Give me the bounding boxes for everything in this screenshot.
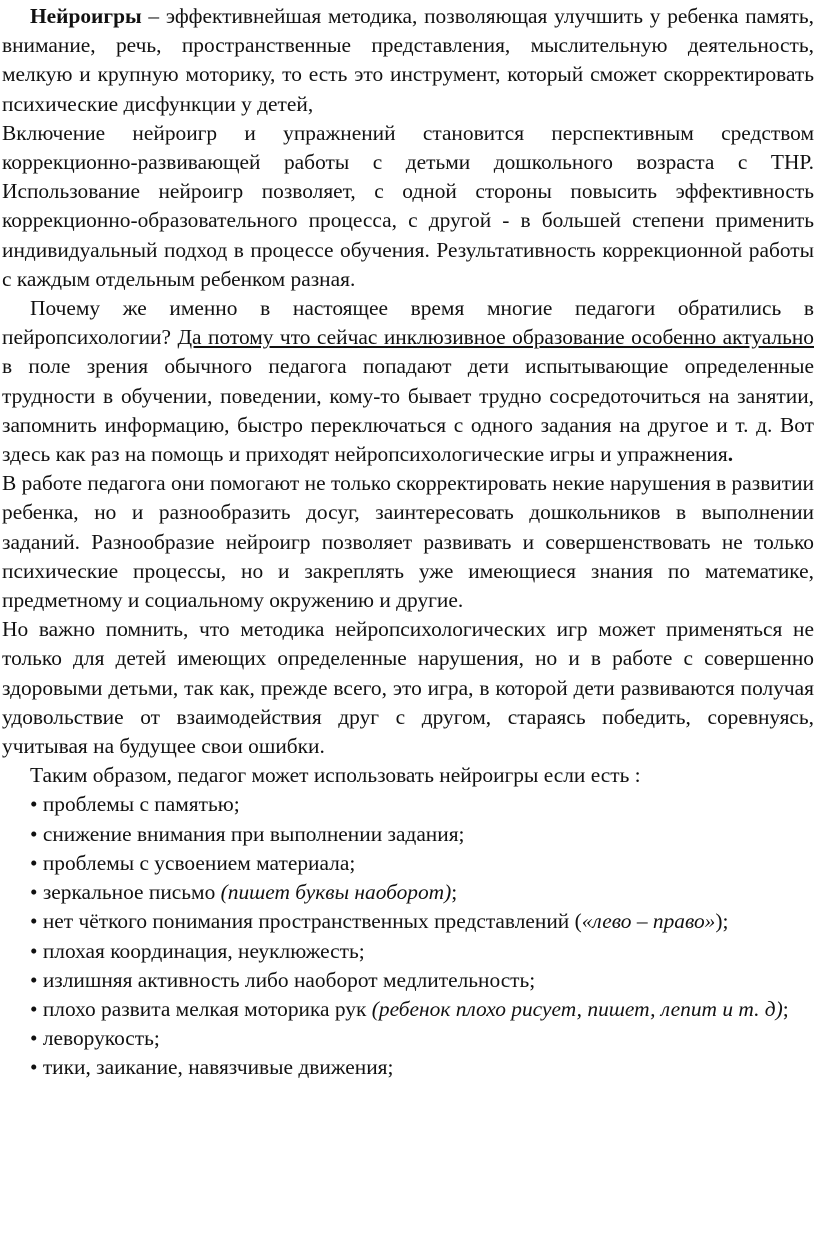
list-item (2, 907, 814, 936)
list-item: • снижение внимания при выполнении задания; (30, 821, 465, 846)
list-item: • проблемы с памятью; (30, 792, 240, 817)
paragraph-3-question: Почему же именно в настоящее время многие педагоги обратились в пейропсихологии? (2, 296, 814, 350)
list-item: • леворукость; (30, 1026, 160, 1051)
paragraph-3-end: . (727, 442, 734, 467)
list-item (2, 878, 814, 907)
paragraph-2: Включение нейроигр и упражнений становится перспективным средством коррекционно-развивающей работы с детьми дошкольного возраста с ТНР. Использование нейроигр позволяет, с одной стороны повысить эффективность коррекционно-образовательного процесса, с другой - в большей степени применить индивидуальный подход в процессе обучения. Результативность коррекционной работы с каждым отдельным ребенком разная. (2, 120, 814, 291)
symptom-list (2, 790, 814, 1082)
list-item: • тики, заикание, навязчивые движения; (30, 1055, 394, 1080)
intro-text: – эффективнейшая методика, позволяющая улучшить у ребенка память, внимание, речь, пространственные представления, мыслительную деятельность, мелкую и крупную моторику, то есть это инструмент, который сможет скорректировать психические дисфункции у детей, (2, 4, 814, 116)
list-item-text: • нет чёткого понимания пространственных представлений ( (30, 909, 582, 934)
list-item-end: ); (715, 909, 729, 934)
list-intro: Таким образом, педагог может использовать нейроигры если есть : (30, 763, 641, 788)
list-item-text: • плохо развита мелкая моторика рук (30, 996, 372, 1021)
paragraph-4: В работе педагога они помогают не только скорректировать некие нарушения в развитии ребенка, но и разнообразить досуг, заинтересовать дошкольников в выполнении заданий. Разнообразие нейроигр позволяет развивать и совершенствовать не только психические процессы, но и закреплять уже имеющиеся знания по математике, предметному и социальному окружению и другие. (2, 471, 814, 613)
list-item: • плохая координация, неуклюжесть; (30, 938, 365, 963)
list-item-text: • зеркальное письмо (30, 880, 221, 905)
list-item-end: ; (451, 880, 458, 905)
paragraph-5: Но важно помнить, что методика нейропсихологических игр может применяться не только для детей имеющих определенные нарушения, но и в работе с совершенно здоровыми детьми, так как, прежде всего, это игра, в которой дети развиваются получая удовольствие от взаимодействия друг с другом, стараясь победить, соревнуясь, учитывая на будущее свои ошибки. (2, 617, 814, 759)
list-item: • излишняя активность либо наоборот медлительность; (30, 967, 536, 992)
list-item (2, 995, 814, 1024)
list-item: • проблемы с усвоением материала; (30, 850, 356, 875)
list-item-italic: (ребенок плохо рисует, пишет, лепит и т. д) (371, 996, 783, 1021)
paragraph-3-underlined: Да потому что сейчас инклюзивное образование особенно актуально (177, 325, 814, 350)
list-item-end: ; (782, 996, 789, 1021)
list-item-italic: (пишет буквы наоборот) (220, 880, 452, 905)
paragraph-3 (2, 294, 814, 469)
intro-term: Нейроигры (30, 4, 142, 28)
paragraph-3-rest: в поле зрения обычного педагога попадают дети испытывающие определенные трудности в обучении, поведении, кому-то бывает трудно сосредоточиться на занятии, запомнить информацию, быстро переключаться с одного задания на другое и т. д. Вот здесь как раз на помощь и приходят нейропсихологические игры и упражнения (2, 354, 814, 467)
list-item-italic: «лево – право» (581, 909, 716, 934)
intro-paragraph (2, 2, 814, 119)
